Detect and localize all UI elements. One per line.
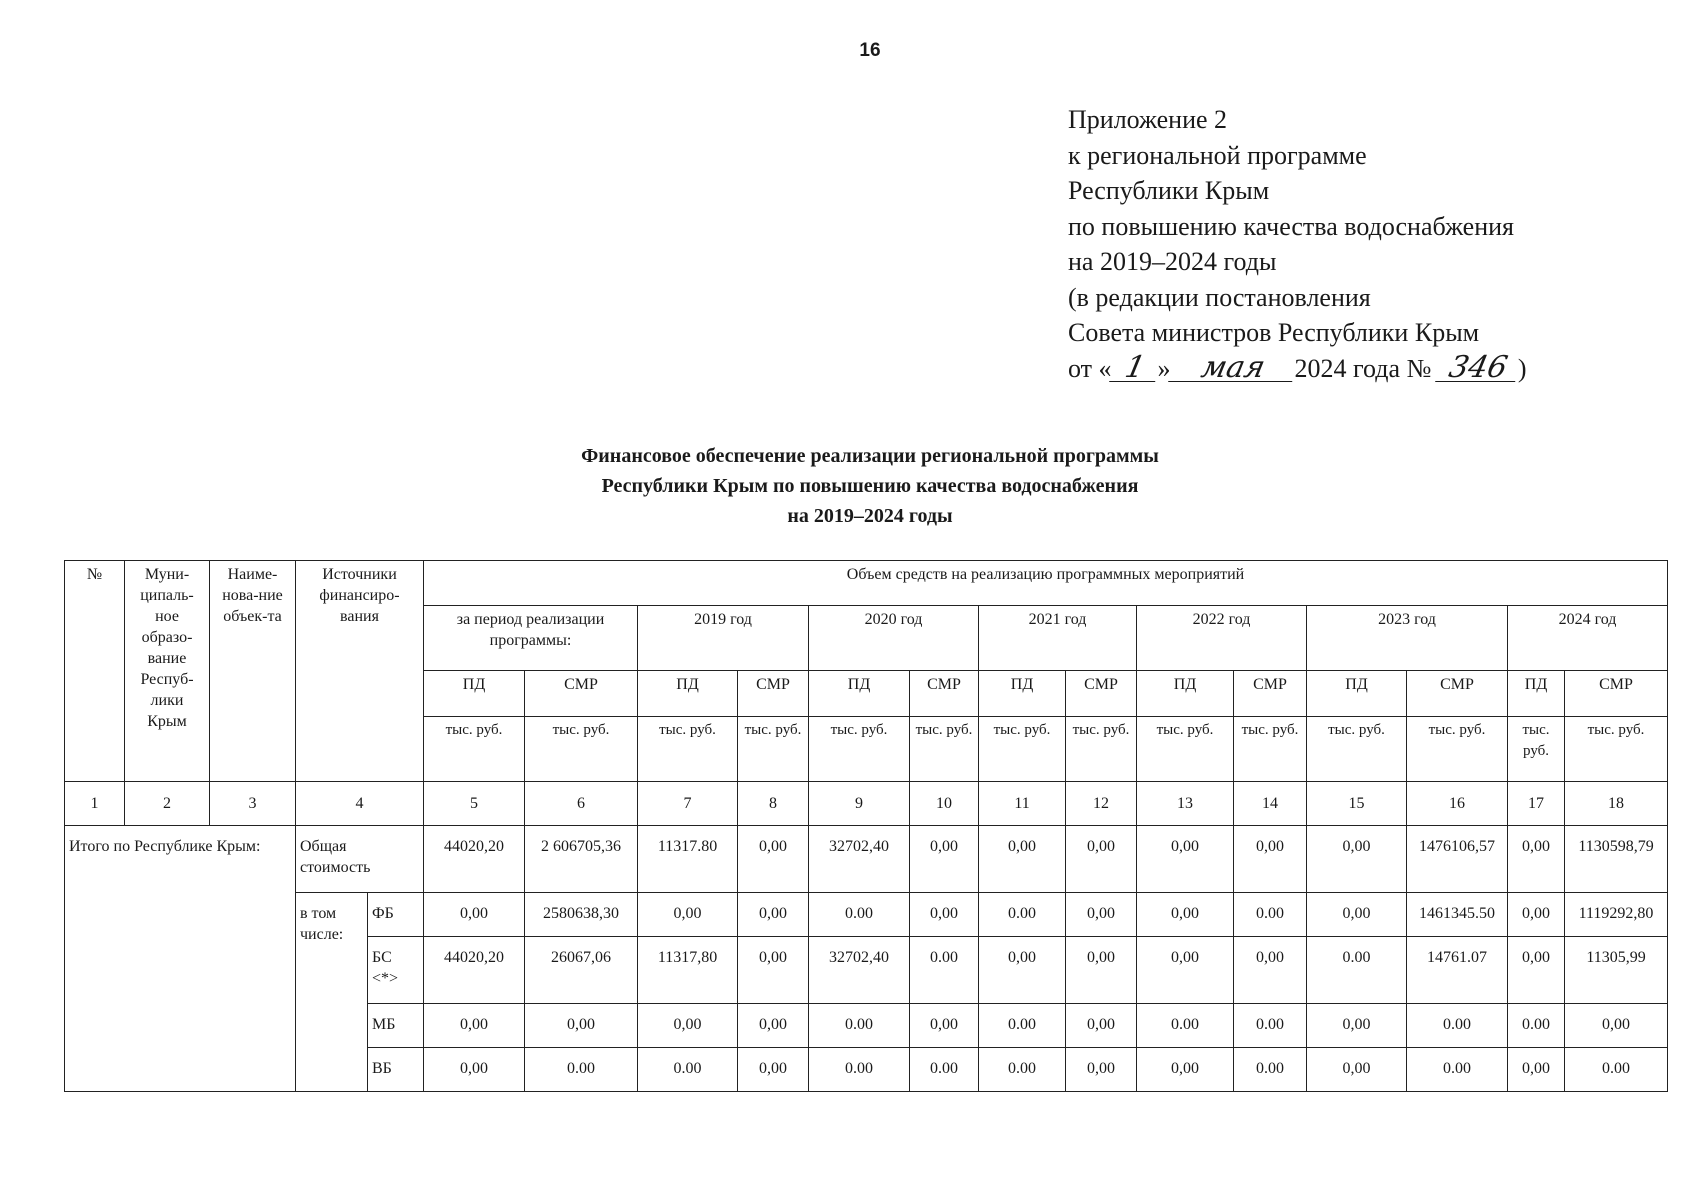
value-cell: 0,00 [1508,1047,1565,1091]
value-cell: 0,00 [979,825,1066,892]
appendix-line: Республики Крым [1068,176,1270,205]
handwritten-day: 1 [1109,355,1161,382]
header-year-2020: 2020 год [809,606,979,671]
header-object: Наиме-нова-ние объек-та [210,561,296,782]
column-number: 15 [1307,781,1407,825]
handwritten-number: 346 [1435,355,1521,382]
value-cell: 0,00 [525,1003,638,1047]
value-cell: 11305,99 [1565,937,1668,1003]
handwritten-month: мая [1168,355,1298,382]
appendix-line: к региональной программе [1068,140,1367,170]
value-cell: 2 606705,36 [525,825,638,892]
value-cell: 0.00 [638,1047,738,1091]
value-cell: 0.00 [1307,937,1407,1003]
title-line-3: на 2019–2024 годы [787,505,953,527]
column-number: 7 [638,781,738,825]
value-cell: 2580638,30 [525,893,638,937]
column-number: 11 [979,781,1066,825]
value-cell: 26067,06 [525,937,638,1003]
value-cell: 0.00 [1508,1003,1565,1047]
value-cell: 0,00 [738,825,809,892]
header-year-2022: 2022 год [1137,606,1307,671]
value-cell: 0,00 [979,937,1066,1003]
header-year-2023: 2023 год [1307,606,1508,671]
value-cell: 0.00 [910,937,979,1003]
appendix-date-line [1068,351,1527,387]
title-line-1: Финансовое обеспечение реализации региональной программы [581,445,1159,467]
value-cell: 0.00 [809,893,910,937]
value-cell: 0.00 [979,893,1066,937]
column-number: 1 [65,781,125,825]
value-cell: 0.00 [1137,1003,1234,1047]
header-unit: тыс. руб. [1508,716,1565,781]
value-cell: 0,00 [1508,937,1565,1003]
value-cell: 0,00 [910,1003,979,1047]
column-number: 16 [1407,781,1508,825]
value-cell: 0,00 [1234,825,1307,892]
column-number: 3 [210,781,296,825]
value-cell: 0,00 [424,893,525,937]
header-year-2021: 2021 год [979,606,1137,671]
value-cell: 0,00 [1137,893,1234,937]
value-cell: 0.00 [809,1047,910,1091]
appendix-line: (в редакции постановления [1068,282,1371,312]
value-cell: 0.00 [1234,893,1307,937]
header-pd: ПД [979,671,1066,716]
value-cell: 0,00 [1307,825,1407,892]
total-label: Итого по Республике Крым: [65,825,296,1091]
value-cell: 0,00 [1066,893,1137,937]
value-cell: 0,00 [1508,825,1565,892]
source-vb: ВБ [368,1047,424,1091]
value-cell: 0,00 [738,1003,809,1047]
value-cell: 0,00 [1137,1047,1234,1091]
header-unit: тыс. руб. [1066,716,1137,781]
column-number: 18 [1565,781,1668,825]
header-smr: СМР [1066,671,1137,716]
header-unit: тыс. руб. [1234,716,1307,781]
column-number: 9 [809,781,910,825]
value-cell: 0,00 [910,893,979,937]
value-cell: 0,00 [1137,825,1234,892]
appendix-line: на 2019–2024 годы [1068,247,1277,276]
value-cell: 0.00 [809,1003,910,1047]
header-pd: ПД [1137,671,1234,716]
header-unit: тыс. руб. [738,716,809,781]
value-cell: 0.00 [1407,1003,1508,1047]
appendix-line: по повышению качества водоснабжения [1068,211,1515,241]
value-cell: 11317,80 [638,937,738,1003]
value-cell: 0,00 [910,825,979,892]
column-number: 12 [1066,781,1137,825]
value-cell: 32702,40 [809,937,910,1003]
header-year-2024: 2024 год [1508,606,1668,671]
value-cell: 0,00 [424,1047,525,1091]
column-number: 4 [296,781,424,825]
source-mb: МБ [368,1003,424,1047]
column-number: 10 [910,781,979,825]
value-cell: 0,00 [1066,825,1137,892]
value-cell: 1461345.50 [1407,893,1508,937]
source-total-cost: Общая стоимость [296,825,424,892]
value-cell: 14761.07 [1407,937,1508,1003]
table-row-fb [65,893,1668,937]
date-mid: » [1157,353,1171,383]
value-cell: 1476106,57 [1407,825,1508,892]
value-cell: 44020,20 [424,825,525,892]
date-closing: ) [1517,353,1527,383]
appendix-block [1068,102,1527,386]
header-pd: ПД [1508,671,1565,716]
page-number: 16 [859,40,881,61]
value-cell: 0,00 [738,937,809,1003]
header-pd: ПД [1307,671,1407,716]
header-municipality: Муни-ципаль-ное образо-вание Респуб-лики Крым [125,561,210,782]
header-smr: СМР [525,671,638,716]
value-cell: 0,00 [1066,1047,1137,1091]
header-unit: тыс. руб. [1307,716,1407,781]
header-unit: тыс. руб. [525,716,638,781]
appendix-line: Приложение 2 [1068,105,1228,134]
header-smr: СМР [1234,671,1307,716]
financing-table [64,560,1668,1092]
column-number: 17 [1508,781,1565,825]
title-line-2: Республики Крым по повышению качества водоснабжения [601,475,1139,497]
header-no: № [65,561,125,782]
column-number: 6 [525,781,638,825]
column-number: 2 [125,781,210,825]
value-cell: 11317.80 [638,825,738,892]
header-year-2019: 2019 год [638,606,809,671]
value-cell: 0.00 [979,1003,1066,1047]
column-number: 14 [1234,781,1307,825]
header-unit: тыс. руб. [1407,716,1508,781]
value-cell: 0,00 [1508,893,1565,937]
header-smr: СМР [1407,671,1508,716]
value-cell: 1130598,79 [1565,825,1668,892]
header-volume: Объем средств на реализацию программных мероприятий [424,561,1668,606]
value-cell: 0,00 [738,893,809,937]
value-cell: 0.00 [1234,1047,1307,1091]
header-unit: тыс. руб. [979,716,1066,781]
value-cell: 0,00 [1234,937,1307,1003]
header-smr: СМР [738,671,809,716]
value-cell: 0,00 [1137,937,1234,1003]
value-cell: 0,00 [738,1047,809,1091]
value-cell: 0,00 [424,1003,525,1047]
header-pd: ПД [809,671,910,716]
value-cell: 0,00 [1066,1003,1137,1047]
header-unit: тыс. руб. [638,716,738,781]
value-cell: 1119292,80 [1565,893,1668,937]
document-title [0,441,1696,531]
header-sources: Источники финансиро-вания [296,561,424,782]
value-cell: 0,00 [1565,1003,1668,1047]
value-cell: 0.00 [1407,1047,1508,1091]
source-fb: ФБ [368,893,424,937]
column-number-row [65,781,1668,825]
value-cell: 0,00 [638,893,738,937]
column-number: 5 [424,781,525,825]
header-unit: тыс. руб. [1565,716,1668,781]
value-cell: 0,00 [1307,1003,1407,1047]
value-cell: 0,00 [1066,937,1137,1003]
header-unit: тыс. руб. [1137,716,1234,781]
value-cell: 0.00 [525,1047,638,1091]
column-number: 13 [1137,781,1234,825]
header-unit: тыс. руб. [910,716,979,781]
value-cell: 0.00 [910,1047,979,1091]
header-row-1 [65,561,1668,606]
table-row-total [65,825,1668,892]
header-smr: СМР [1565,671,1668,716]
date-prefix: от « [1068,353,1112,383]
value-cell: 0.00 [979,1047,1066,1091]
appendix-line: Совета министров Республики Крым [1068,318,1480,347]
header-unit: тыс. руб. [809,716,910,781]
value-cell: 0.00 [1234,1003,1307,1047]
value-cell: 0,00 [1307,1047,1407,1091]
header-pd: ПД [638,671,738,716]
header-pd: ПД [424,671,525,716]
value-cell: 32702,40 [809,825,910,892]
including-label: в том числе: [296,893,368,1092]
value-cell: 44020,20 [424,937,525,1003]
header-period: за период реализации программы: [424,606,638,671]
value-cell: 0.00 [1565,1047,1668,1091]
source-bs: БС <*> [368,937,424,1003]
value-cell: 0,00 [1307,893,1407,937]
column-number: 8 [738,781,809,825]
header-smr: СМР [910,671,979,716]
value-cell: 0,00 [638,1003,738,1047]
year-text: 2024 года № [1294,353,1432,383]
header-unit: тыс. руб. [424,716,525,781]
